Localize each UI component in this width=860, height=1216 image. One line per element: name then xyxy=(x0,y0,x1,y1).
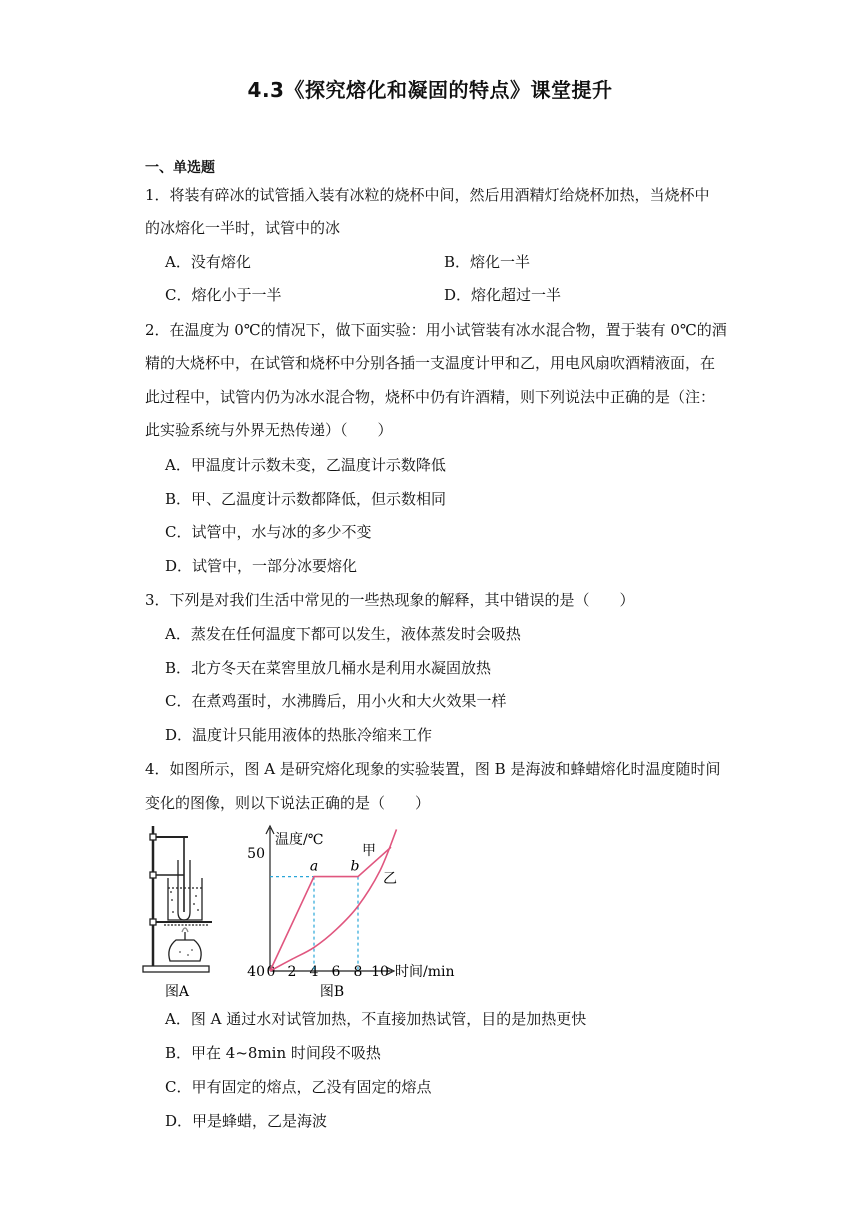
q2-stem-line3: 此过程中，试管内仍为冰水混合物，烧杯中仍有许酒精，则下列说法中正确的是（注： xyxy=(145,388,716,406)
x-tick-label-0: 0 xyxy=(266,964,276,980)
q3-stem-line1: 3．下列是对我们生活中常见的一些热现象的解释，其中错误的是（ ） xyxy=(145,591,635,609)
q2-stem-line1: 2．在温度为 0℃的情况下，做下面实验：用小试管装有冰水混合物，置于装有 0℃的酒 xyxy=(145,321,727,339)
y-tick-label-50: 50 xyxy=(247,846,265,862)
q2-stem-line2: 精的大烧杯中，在试管和烧杯中分别各插一支温度计甲和乙，用电风扇吹酒精液面，在 xyxy=(145,354,716,372)
q3-option-a: A．蒸发在任何温度下都可以发生，液体蒸发时会吸热 xyxy=(165,625,521,643)
q4-option-b: B．甲在 4~8min 时间段不吸热 xyxy=(165,1044,381,1062)
x-axis-title: 时间/min xyxy=(395,964,455,980)
q1-option-d: D．熔化超过一半 xyxy=(444,286,562,304)
q2-stem-line4: 此实验系统与外界无热传递）（ ） xyxy=(145,421,393,439)
y-axis-title: 温度/℃ xyxy=(275,832,324,848)
x-tick-label-6: 6 xyxy=(331,964,341,980)
q4-figure xyxy=(140,820,470,1005)
q4-option-a: A．图 A 通过水对试管加热，不直接加热试管，目的是加热更快 xyxy=(165,1010,587,1028)
q1-option-b: B．熔化一半 xyxy=(444,253,531,271)
q1-option-c: C．熔化小于一半 xyxy=(165,286,282,304)
alcohol-lamp xyxy=(169,940,201,961)
series-label-jia: 甲 xyxy=(362,843,376,859)
point-label-b: b xyxy=(350,858,360,875)
page-title: 4.3《探究熔化和凝固的特点》课堂提升 xyxy=(247,78,613,102)
figure-b-label: 图B xyxy=(319,984,345,1000)
section-heading: 一、单选题 xyxy=(145,160,215,176)
stand-base xyxy=(143,966,209,972)
x-tick-label-2: 2 xyxy=(287,964,297,980)
figure-a-label: 图A xyxy=(164,984,190,1000)
q3-option-b: B．北方冬天在菜窖里放几桶水是利用水凝固放热 xyxy=(165,659,492,677)
series-jia-line xyxy=(270,847,391,971)
q4-stem-line1: 4．如图所示，图 A 是研究熔化现象的实验装置，图 B 是海波和蜂蜡熔化时温度随时间 xyxy=(145,760,721,778)
q2-option-c: C．试管中，水与冰的多少不变 xyxy=(165,523,372,541)
q3-option-d: D．温度计只能用液体的热胀冷缩来工作 xyxy=(165,726,433,744)
q4-option-d: D．甲是蜂蜡，乙是海波 xyxy=(165,1112,328,1130)
y-tick-label-40: 40 xyxy=(247,964,265,980)
series-yi-line xyxy=(270,829,397,971)
x-tick-label-4: 4 xyxy=(309,964,319,980)
beaker xyxy=(168,878,202,920)
point-label-a: a xyxy=(309,858,319,875)
q3-option-c: C．在煮鸡蛋时，水沸腾后，用小火和大火效果一样 xyxy=(165,692,507,710)
series-label-yi: 乙 xyxy=(383,871,397,887)
x-tick-label-8: 8 xyxy=(353,964,363,980)
q2-option-a: A．甲温度计示数未变，乙温度计示数降低 xyxy=(165,456,446,474)
q2-option-b: B．甲、乙温度计示数都降低，但示数相同 xyxy=(165,490,447,508)
q4-option-c: C．甲有固定的熔点，乙没有固定的熔点 xyxy=(165,1078,432,1096)
q2-option-d: D．试管中，一部分冰要熔化 xyxy=(165,557,358,575)
lab-apparatus-illustration xyxy=(143,826,212,972)
q1-stem-line1: 1．将装有碎冰的试管插入装有冰粒的烧杯中间，然后用酒精灯给烧杯加热，当烧杯中 xyxy=(145,186,710,204)
x-tick-label-10: 10 xyxy=(371,964,389,980)
q1-option-a: A．没有熔化 xyxy=(165,253,251,271)
q4-stem-line2: 变化的图像，则以下说法正确的是（ ） xyxy=(145,794,431,812)
melting-chart xyxy=(247,826,454,980)
q1-stem-line2: 的冰熔化一半时，试管中的冰 xyxy=(145,219,341,237)
